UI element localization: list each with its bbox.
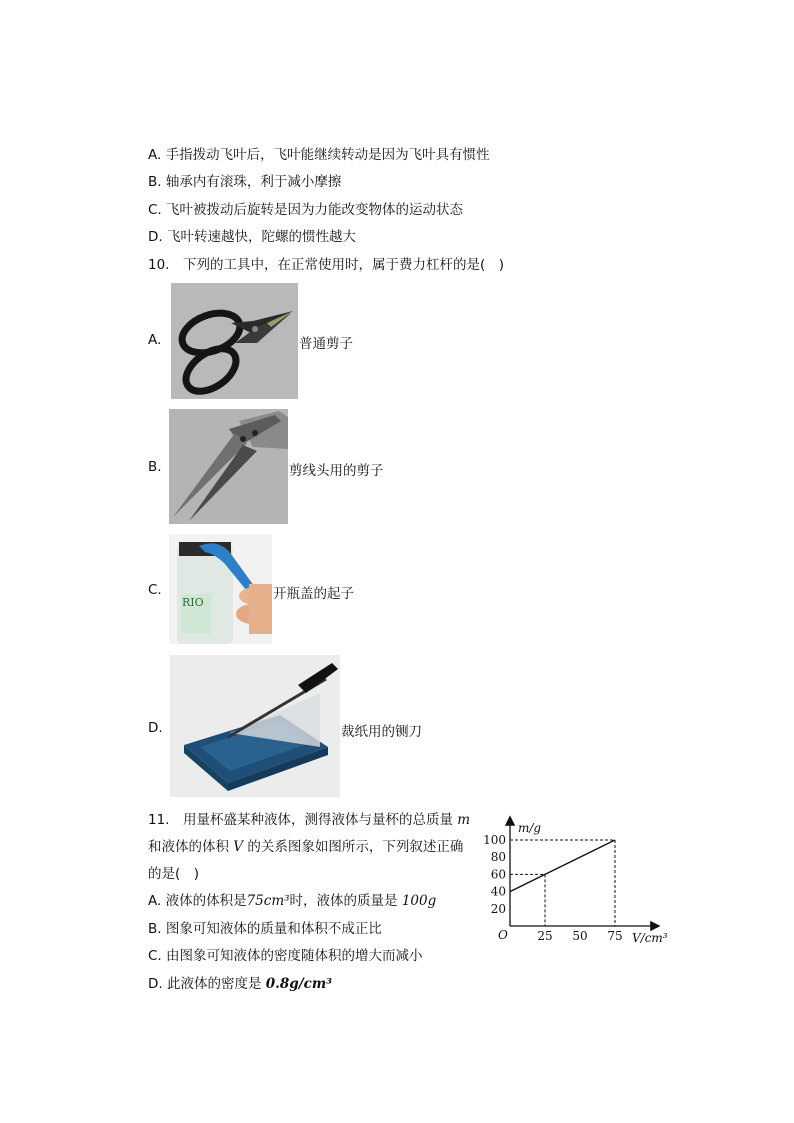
mass-volume-graph [484,812,674,952]
q10-option-c-label: C. [148,582,162,598]
q11-stem-line1: 11. 用量杯盛某种液体，测得液体与量杯的总质量 m [148,812,471,828]
q9-option-a: A. 手指拨动飞叶后，飞叶能继续转动是因为飞叶具有惯性 [148,147,490,163]
q11-option-d: D. 此液体的密度是 0.8g/cm³ [148,976,333,992]
q10-option-d-label: D. [148,720,163,736]
q11-stem-line2: 和液体的体积 V 的关系图象如图所示，下列叙述正确 [148,839,464,855]
x-tick-label: 25 [537,929,553,943]
q10-option-a-label: A. [148,332,162,348]
bottle-opener-image [169,534,272,644]
thread-snips-image [169,409,288,524]
x-tick-label: 50 [572,929,588,943]
q11-option-c: C. 由图象可知液体的密度随体积的增大而减小 [148,948,423,964]
y-tick-label: 20 [490,901,506,916]
q9-option-d: D. 飞叶转速越快，陀螺的惯性越大 [148,229,356,245]
q11-stem-line3: 的是( ) [148,866,200,882]
q11-option-b: B. 图象可知液体的质量和体积不成正比 [148,921,382,937]
bottle-label-text: RIO [182,596,204,609]
q11-option-a: A. 液体的体积是75cm³时，液体的质量是 100g [148,893,437,909]
scissors-image [171,283,298,399]
x-tick-label: 75 [607,929,623,943]
q10-option-a-caption: 普通剪子 [299,336,353,352]
y-tick-label: 60 [490,867,506,882]
q11-var-m: m [457,812,471,828]
y-tick-label: 80 [490,850,506,865]
y-tick-label: 40 [490,884,506,899]
data-line [510,840,615,892]
y-tick-label: 100 [484,833,506,847]
q9-option-b: B. 轴承内有滚珠，利于减小摩擦 [148,174,342,190]
q10-option-c-caption: 开瓶盖的起子 [273,586,354,602]
origin-label: O [498,928,508,942]
paper-cutter-image [170,655,340,797]
q11-var-v: V [233,839,244,855]
x-axis-label: V/cm³ [632,931,668,945]
q10-option-b-caption: 剪线头用的剪子 [289,463,384,479]
y-axis-label: m/g [518,821,542,835]
q9-option-c: C. 飞叶被拨动后旋转是因为力能改变物体的运动状态 [148,202,464,218]
q10-option-d-caption: 裁纸用的铡刀 [341,724,422,740]
q10-stem: 10. 下列的工具中，在正常使用时，属于费力杠杆的是( ) [148,257,505,273]
q10-option-b-label: B. [148,459,162,475]
graph-svg [484,812,674,952]
